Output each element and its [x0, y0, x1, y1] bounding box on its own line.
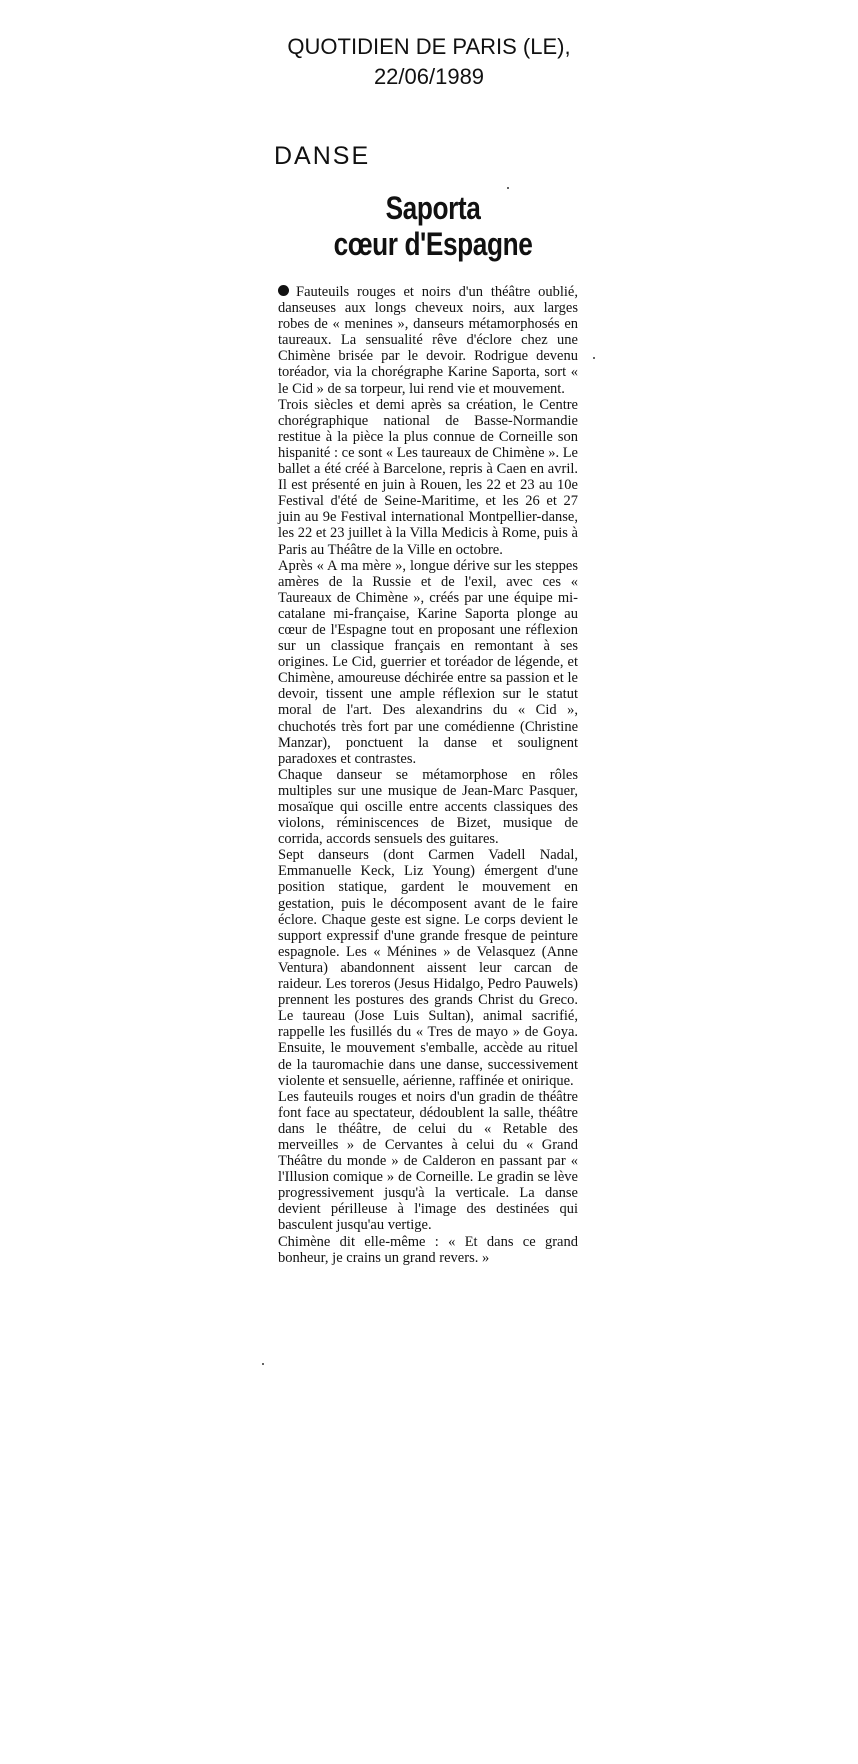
source-publication: QUOTIDIEN DE PARIS (LE), [287, 34, 571, 59]
article-paragraph: Chimène dit elle-même : « Et dans ce grand bonheur, je crains un grand revers. » [278, 1233, 578, 1266]
headline-line-1: Saporta [385, 190, 481, 226]
article-paragraph: Les fauteuils rouges et noirs d'un gradin de théâtre font face au spectateur, dédoublent la salle, théâtre dans le théâtre, de celui du « Retable des merveilles » de Cervantes à celui du « Grand Théâtre du monde » de Calderon en passant par « l'Illusion comique » de Corneille. Le gradin se lève progressivement jusqu'à la verticale. La danse devient périlleuse à l'image des destinées qui basculent jusqu'au vertige. [278, 1088, 578, 1234]
bullet-icon [278, 285, 289, 296]
scan-speck [262, 1363, 264, 1365]
paragraph-text: Fauteuils rouges et noirs d'un théâtre oublié, danseuses aux longs cheveux noirs, aux larges robes de « menines », danseurs métamorphosés en taureaux. La sensualité rêve d'éclore chez une Chimène brisée par le devoir. Rodrigue devenu toréador, via la chorégraphe Karine Saporta, sort « le Cid » de sa torpeur, lui rend vie et mouvement. [278, 284, 578, 397]
scan-speck [593, 357, 595, 359]
scan-speck [507, 187, 509, 189]
article-paragraph: Sept danseurs (dont Carmen Vadell Nadal, Emmanuelle Keck, Liz Young) émergent d'une position statique, gardent le mouvement en gestation, puis le décomposent avant de le faire éclore. Chaque geste est signe. Le corps devient le support expressif d'une grande fresque de peinture espagnole. Les « Ménines » de Velasquez (Anne Ventura) abandonnent aissent leur carcan de raideur. Les toreros (Jesus Hidalgo, Pedro Pauwels) prennent les postures des grands Christ du Greco. Le taureau (Jose Luis Sultan), animal sacrifié, rappelle les fusillés du « Tres de mayo » de Goya. Ensuite, le mouvement s'emballe, accède au rituel de la tauromachie dans une danse, successivement violente et sensuelle, aérienne, raffinée et onirique. [278, 847, 578, 1089]
section-label: DANSE [274, 142, 371, 170]
article-paragraph: Après « A ma mère », longue dérive sur les steppes amères de la Russie et de l'exil, avec ces « Taureaux de Chimène », créés par une équipe mi-catalane mi-française, Karine Saporta plonge au cœur de l'Espagne tout en proposant une réflexion sur un classique français en remontant à ses origines. Le Cid, guerrier et toréador de légende, et Chimène, amoureuse déchirée entre sa passion et le devoir, tissent une ample réflexion sur le statut moral de l'art. Des alexandrins du « Cid », chuchotés très fort par une comédienne (Christine Manzar), ponctuent la danse et soulignent paradoxes et contrastes. [278, 557, 578, 767]
source-header [0, 32, 858, 92]
headline-line-2: cœur d'Espagne [333, 226, 533, 262]
source-date: 22/06/1989 [373, 64, 485, 89]
headline [303, 190, 564, 262]
article-paragraph: Trois siècles et demi après sa création, le Centre chorégraphique national de Basse-Normandie restitue à la pièce la plus connue de Corneille son hispanité : ce sont « Les taureaux de Chimène ». Le ballet a été créé à Barcelone, repris à Caen en avril. Il est présenté en juin à Rouen, les 22 et 23 au 10e Festival d'été de Seine-Maritime, et les 26 et 27 juin au 9e Festival international Montpellier-danse, les 22 et 23 juillet à la Villa Medicis à Rome, puis à Paris au Théâtre de la Ville en octobre. [278, 396, 578, 558]
article-paragraph [278, 284, 578, 397]
article-paragraph: Chaque danseur se métamorphose en rôles multiples sur une musique de Jean-Marc Pasquer, mosaïque qui oscille entre accents classiques des violons, réminiscences de Bizet, musique de corrida, accords sensuels des guitares. [278, 766, 578, 848]
article-body [278, 284, 578, 1266]
